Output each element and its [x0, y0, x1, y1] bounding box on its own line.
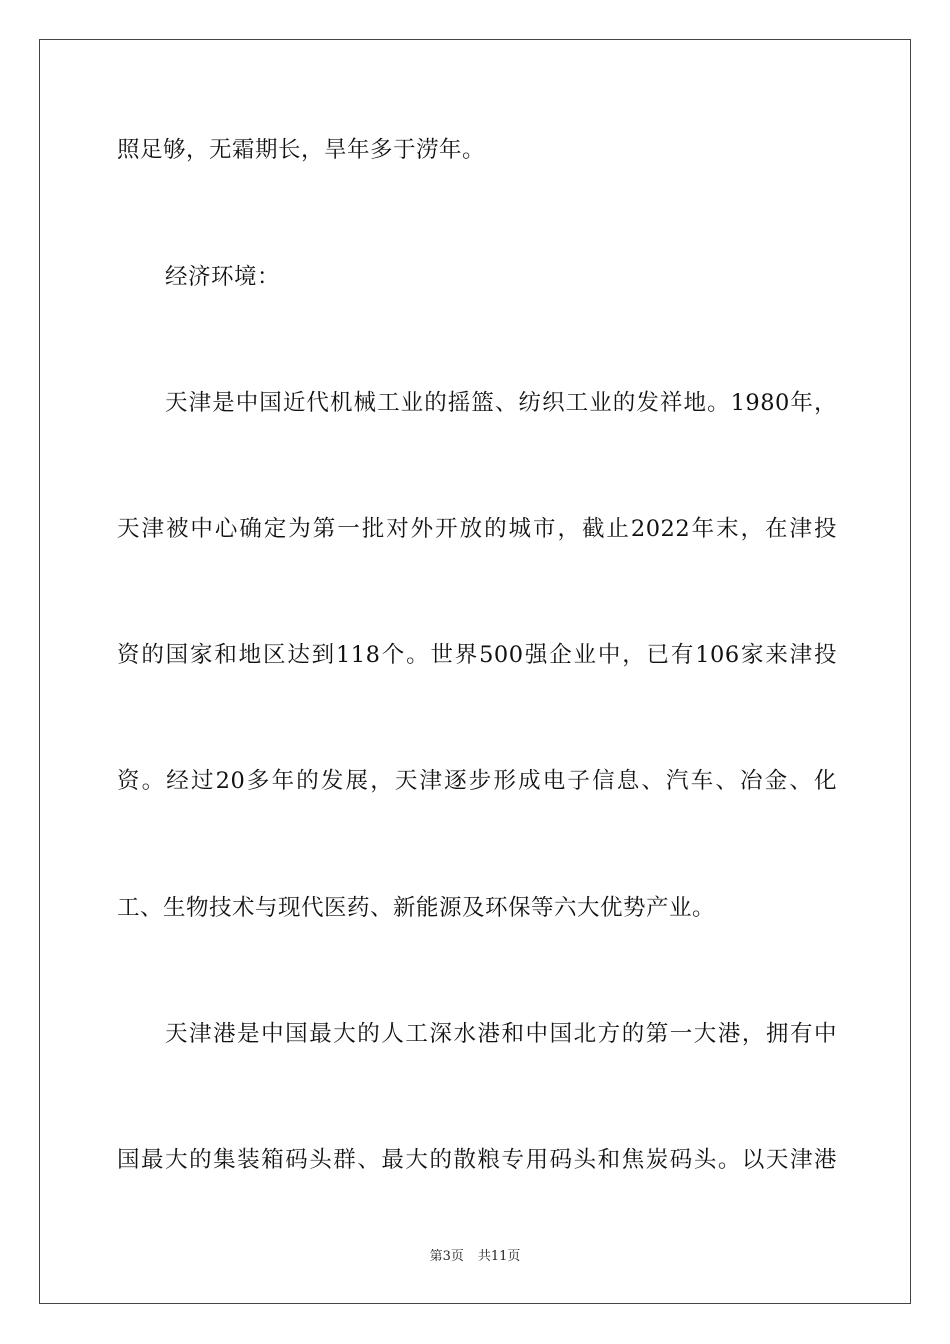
text-line-8: 天津港是中国最大的人工深水港和中国北方的第一大港，拥有中 [165, 1021, 837, 1047]
section-heading-economic-environment: 经济环境： [165, 264, 281, 290]
page-border [39, 39, 911, 1304]
total-pages: 共11页 [477, 1249, 521, 1264]
text-line-7: 工、生物技术与现代医药、新能源及环保等六大优势产业。 [117, 895, 716, 921]
text-line-6: 资。经过20多年的发展，天津逐步形成电子信息、汽车、冶金、化 [117, 768, 837, 794]
text-line-4: 天津被中心确定为第一批对外开放的城市，截止2022年末，在津投 [117, 516, 837, 542]
text-line-5: 资的国家和地区达到118个。世界500强企业中，已有106家来津投 [117, 642, 837, 668]
text-line-3: 天津是中国近代机械工业的摇篮、纺织工业的发祥地。1980年， [165, 390, 837, 416]
page-number: 第3页 [429, 1249, 464, 1264]
text-line-9: 国最大的集装箱码头群、最大的散粮专用码头和焦炭码头。以天津港 [117, 1147, 837, 1173]
text-line-1: 照足够，无霜期长，旱年多于涝年。 [117, 137, 486, 163]
page-footer [0, 1248, 950, 1266]
